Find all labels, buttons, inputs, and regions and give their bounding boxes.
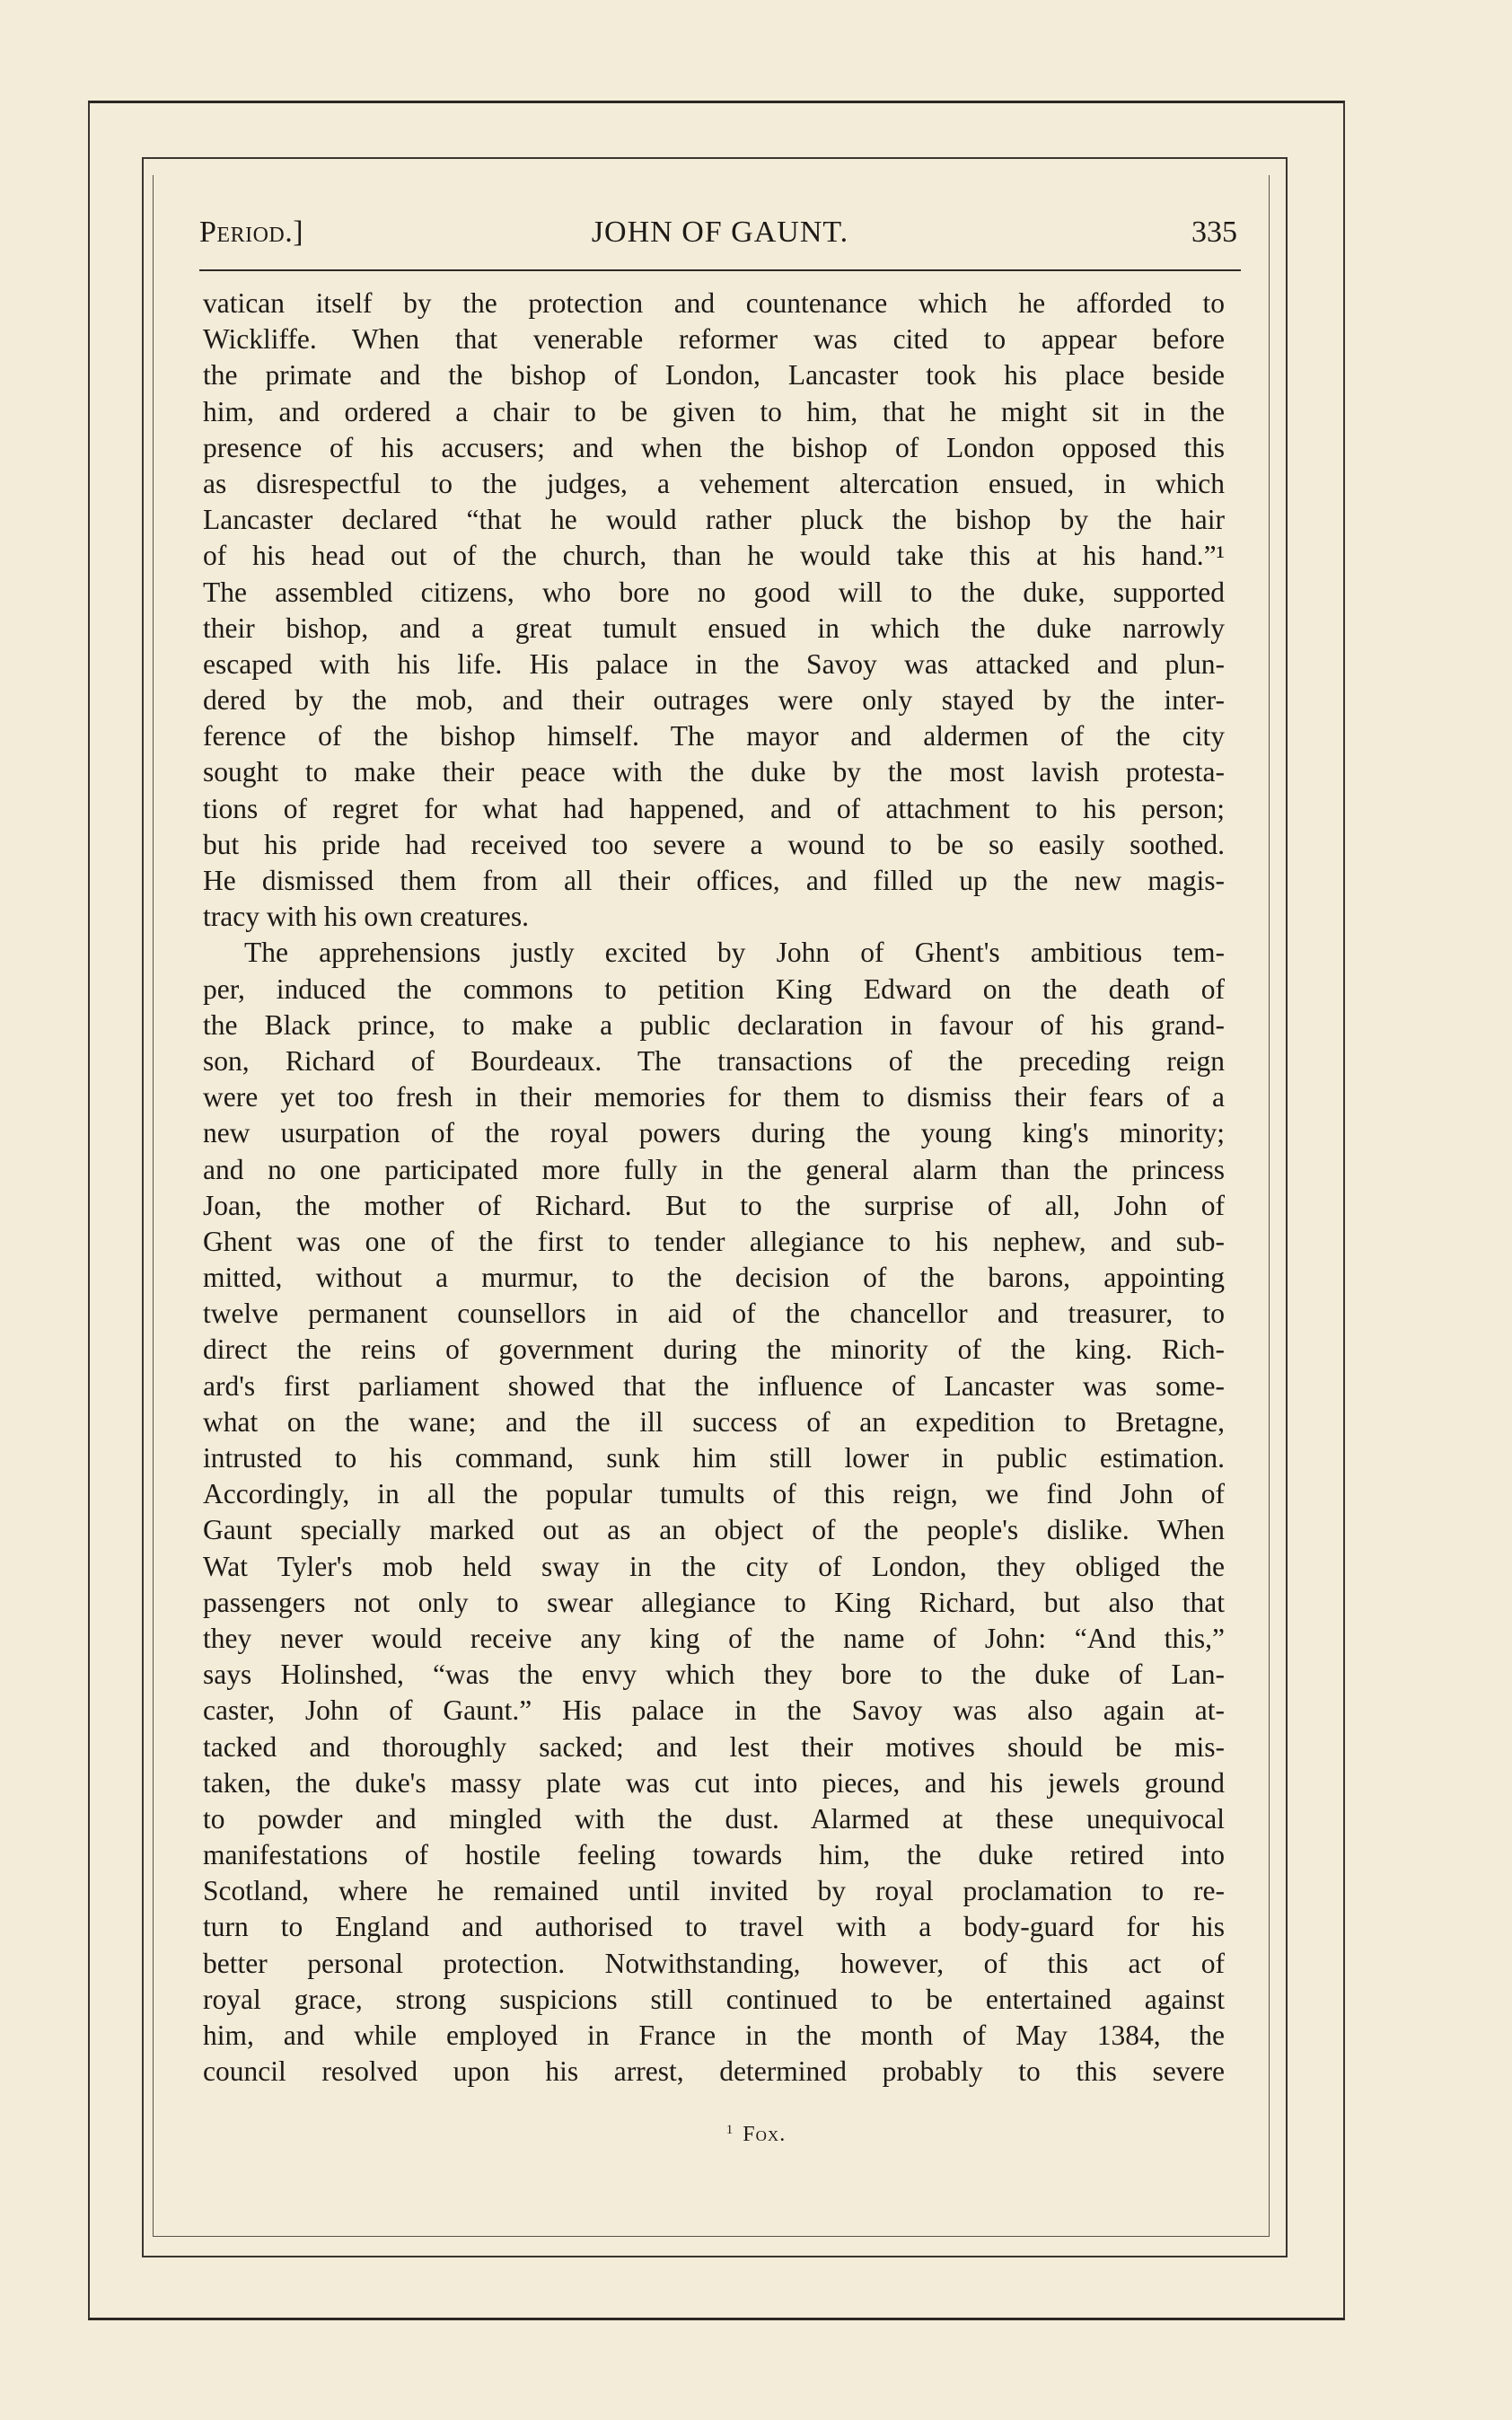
- text-line: son, Richard of Bourdeaux. The transactions of the preceding reign: [203, 1044, 1225, 1077]
- text-line: dered by the mob, and their outrages were only stayed by the inter-: [203, 684, 1225, 717]
- text-line: but his pride had received too severe a wound to be so easily soothed.: [203, 828, 1225, 860]
- body-text: [203, 286, 1225, 2090]
- text-line: turn to England and authorised to travel with a body-guard for his: [203, 1911, 1225, 1943]
- text-line: tions of regret for what had happened, and of attachment to his person;: [203, 792, 1225, 824]
- text-line: caster, John of Gaunt.” His palace in the Savoy was also again at-: [203, 1694, 1225, 1727]
- text-line: per, induced the commons to petition King Edward on the death of: [203, 972, 1225, 1005]
- text-line: their bishop, and a great tumult ensued in which the duke narrowly: [203, 612, 1225, 644]
- text-line: to powder and mingled with the dust. Alarmed at these unequivocal: [203, 1802, 1225, 1835]
- text-line: says Holinshed, “was the envy which they bore to the duke of Lan-: [203, 1659, 1225, 1691]
- text-line: Ghent was one of the first to tender allegiance to his nephew, and sub-: [203, 1225, 1225, 1257]
- footnote-text: Fox.: [743, 2123, 787, 2146]
- text-line: they never would receive any king of the name of John: “And this,”: [203, 1622, 1225, 1654]
- text-line: vatican itself by the protection and countenance which he afforded to: [203, 287, 1225, 319]
- text-line: Wickliffe. When that venerable reformer was cited to appear before: [203, 323, 1225, 356]
- text-line: council resolved upon his arrest, determined probably to this severe: [203, 2055, 1225, 2088]
- text-line: tacked and thoroughly sacked; and lest their motives should be mis-: [203, 1730, 1225, 1763]
- text-line: Accordingly, in all the popular tumults of this reign, we find John of: [203, 1478, 1225, 1510]
- text-line: twelve permanent counsellors in aid of the chancellor and treasurer, to: [203, 1298, 1225, 1330]
- text-line: presence of his accusers; and when the bishop of London opposed this: [203, 431, 1225, 463]
- text-line: Joan, the mother of Richard. But to the surprise of all, John of: [203, 1189, 1225, 1221]
- text-line: mitted, without a murmur, to the decision of the barons, appointing: [203, 1262, 1225, 1294]
- text-line: Lancaster declared “that he would rather pluck the bishop by the hair: [203, 504, 1225, 536]
- text-line: escaped with his life. His palace in the Savoy was attacked and plun-: [203, 647, 1225, 680]
- footnote: [0, 2123, 1512, 2147]
- header-rule: [199, 269, 1241, 271]
- text-line: ard's first parliament showed that the influence of Lancaster was some-: [203, 1369, 1225, 1402]
- text-line: the Black prince, to make a public declaration in favour of his grand-: [203, 1008, 1225, 1041]
- text-line: Scotland, where he remained until invited by royal proclamation to re-: [203, 1875, 1225, 1907]
- text-line: taken, the duke's massy plate was cut into pieces, and his jewels ground: [203, 1766, 1225, 1799]
- running-head-title: JOHN OF GAUNT.: [591, 216, 849, 249]
- footnote-marker: 1: [725, 2123, 734, 2137]
- text-line: intrusted to his command, sunk him still lower in public estimation.: [203, 1442, 1225, 1474]
- text-line: direct the reins of government during the minority of the king. Rich-: [203, 1333, 1225, 1366]
- text-line: royal grace, strong suspicions still continued to be entertained against: [203, 1983, 1225, 2015]
- text-line: of his head out of the church, than he would take this at his hand.”¹: [203, 540, 1225, 572]
- text-line: passengers not only to swear allegiance to King Richard, but also that: [203, 1586, 1225, 1618]
- text-line: what on the wane; and the ill success of an expedition to Bretagne,: [203, 1405, 1225, 1438]
- running-head-left: Period.]: [199, 216, 304, 249]
- text-line: Gaunt specially marked out as an object of the people's dislike. When: [203, 1514, 1225, 1546]
- text-line: him, and ordered a chair to be given to him, that he might sit in the: [203, 395, 1225, 427]
- text-line: new usurpation of the royal powers during the young king's minority;: [203, 1117, 1225, 1149]
- text-line: ference of the bishop himself. The mayor and aldermen of the city: [203, 720, 1225, 752]
- text-line: The assembled citizens, who bore no good will to the duke, supported: [203, 576, 1225, 608]
- text-line: as disrespectful to the judges, a vehement altercation ensued, in which: [203, 467, 1225, 499]
- text-line: manifestations of hostile feeling towards him, the duke retired into: [203, 1839, 1225, 1871]
- text-line: and no one participated more fully in the general alarm than the princess: [203, 1153, 1225, 1185]
- text-line: Wat Tyler's mob held sway in the city of London, they obliged the: [203, 1550, 1225, 1582]
- page-number: 335: [1191, 216, 1237, 249]
- text-line: the primate and the bishop of London, Lancaster took his place beside: [203, 359, 1225, 392]
- text-line: sought to make their peace with the duke by the most lavish protesta-: [203, 756, 1225, 788]
- text-line: better personal protection. Notwithstanding, however, of this act of: [203, 1947, 1225, 1979]
- text-line: him, and while employed in France in the month of May 1384, the: [203, 2020, 1225, 2051]
- running-head: [199, 212, 1241, 262]
- text-line: The apprehensions justly excited by John of Ghent's ambitious tem-: [244, 937, 1225, 969]
- text-line: He dismissed them from all their offices, and filled up the new magis-: [203, 865, 1225, 896]
- text-line: were yet too fresh in their memories for them to dismiss their fears of a: [203, 1081, 1225, 1113]
- text-line: tracy with his own creatures.: [203, 901, 530, 933]
